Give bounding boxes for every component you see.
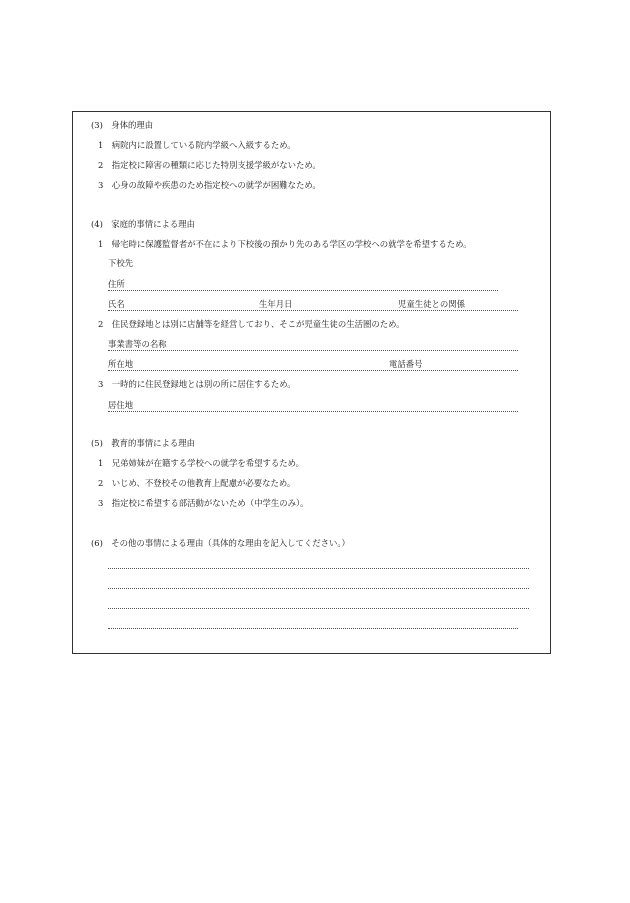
school-after-label: 下校先 xyxy=(108,258,134,268)
section-4-item-3: 3 一時的に住民登録地とは別の所に居住するため。 xyxy=(98,379,296,389)
section-5-heading: (5) 教育的事情による理由 xyxy=(91,438,195,448)
section-5-item-1: 1 兄弟姉妹が在籍する学校への就学を希望するため。 xyxy=(98,458,304,468)
other-reason-line-3[interactable] xyxy=(108,608,529,609)
name-label: 氏名 xyxy=(108,299,125,309)
other-reason-line-4[interactable] xyxy=(108,628,518,629)
relation-label: 児童生徒との関係 xyxy=(398,299,465,309)
residence-field[interactable] xyxy=(108,411,518,412)
section-3-item-3: 3 心身の故障や疾患のため指定校への就学が困難なため。 xyxy=(98,180,321,190)
section-6-heading: (6) その他の事情による理由（具体的な理由を記入してください。） xyxy=(91,538,350,548)
business-name-field[interactable] xyxy=(108,350,518,351)
section-4-item-1: 1 帰宅時に保護監督者が不在により下校後の預かり先のある学区の学校への就学を希望するため。 xyxy=(98,239,472,249)
business-name-label: 事業書等の名称 xyxy=(108,339,167,349)
residence-label: 居住地 xyxy=(108,400,134,410)
section-4-item-2: 2 住民登録地とは別に店舗等を経営しており、そこが児童生徒の生活圏のため。 xyxy=(98,319,405,329)
name-birthdate-relation-field[interactable] xyxy=(108,310,518,311)
section-4-heading: (4) 家庭的事情による理由 xyxy=(91,219,195,229)
other-reason-line-2[interactable] xyxy=(108,588,529,589)
section-3-heading: (3) 身体的理由 xyxy=(91,120,154,130)
location-phone-field[interactable] xyxy=(108,370,518,371)
other-reason-line-1[interactable] xyxy=(108,568,529,569)
birthdate-label: 生年月日 xyxy=(259,299,293,309)
location-label: 所在地 xyxy=(108,359,134,369)
address-label: 住所 xyxy=(108,279,125,289)
phone-label: 電話番号 xyxy=(389,359,423,369)
section-5-item-3: 3 指定校に希望する部活動がないため（中学生のみ）。 xyxy=(98,498,309,508)
address-field[interactable] xyxy=(108,290,498,291)
section-3-item-2: 2 指定校に障害の種類に応じた特別支援学級がないため。 xyxy=(98,160,321,170)
section-3-item-1: 1 病院内に設置している院内学級へ入級するため。 xyxy=(98,140,296,150)
section-5-item-2: 2 いじめ、不登校その他教育上配慮が必要なため。 xyxy=(98,478,296,488)
